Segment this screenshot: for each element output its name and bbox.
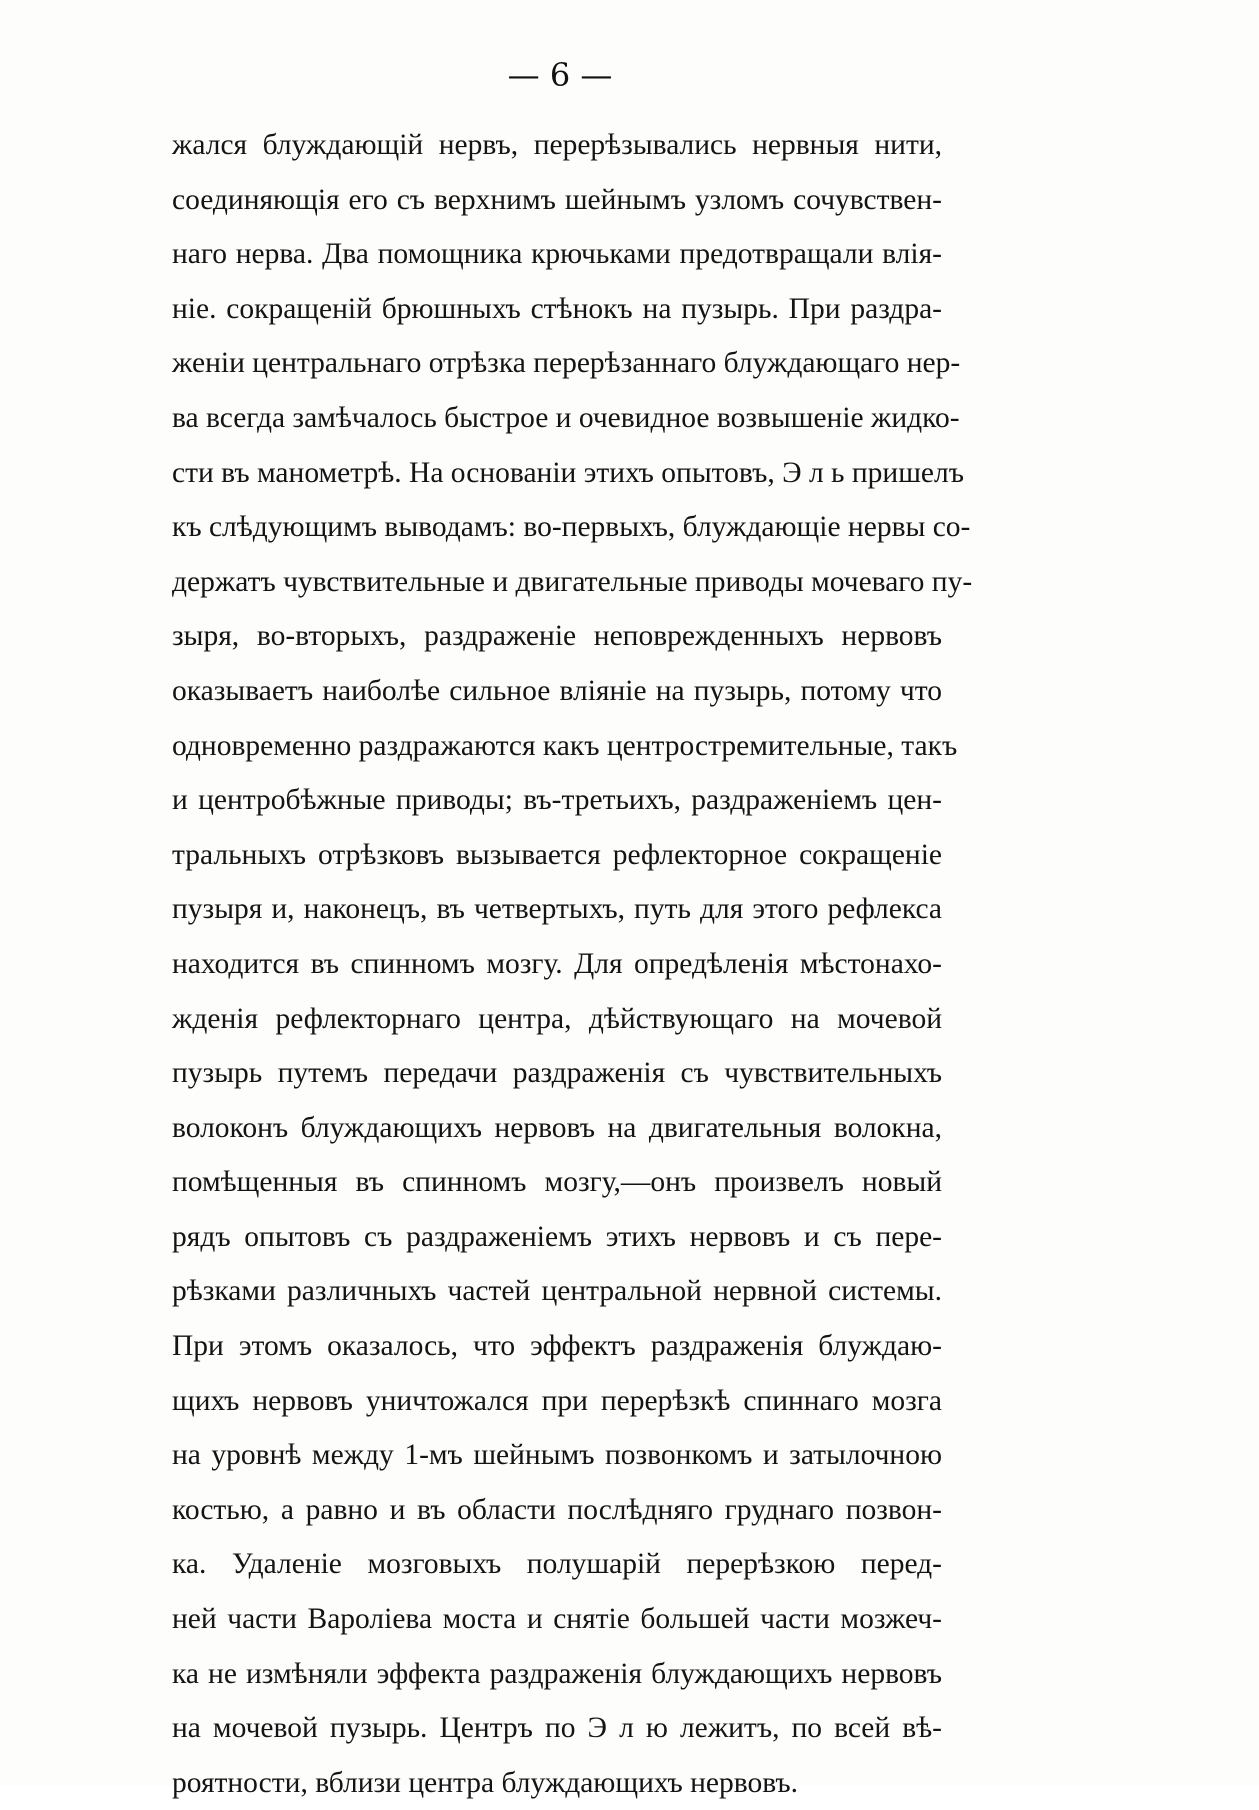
text-line: тральныхъ отрѣзковъ вызывается рефлекторное сокращеніе [172, 838, 942, 871]
text-line: ней части Вароліева моста и снятіе большей части мозжеч- [172, 1603, 942, 1636]
text-line: пузырь путемъ передачи раздраженія съ чувствительныхъ [172, 1057, 942, 1090]
text-line: При этомъ оказалось, что эффектъ раздраженія блуждаю- [172, 1330, 942, 1363]
text-line: ка не измѣняли эффекта раздраженія блуждающихъ нервовъ [172, 1657, 942, 1690]
text-line: соединяющія его съ верхнимъ шейнымъ узломъ сочувствен- [172, 183, 942, 216]
text-line: наго нерва. Два помощника крючьками предотвращали влія- [172, 238, 942, 271]
text-line: пузыря и, наконецъ, въ четвертыхъ, путь для этого рефлекса [172, 893, 942, 926]
text-line: роятности, вблизи центра блуждающихъ нервовъ. [172, 1766, 799, 1799]
text-line: костью, а равно и въ области послѣдняго груднаго позвон- [172, 1493, 942, 1526]
text-line: женіи центральнаго отрѣзка перерѣзаннаго блуждающаго нер- [172, 347, 961, 380]
text-line: помѣщенныя въ спинномъ мозгу,—онъ произвелъ новый [172, 1166, 942, 1199]
text-line: ва всегда замѣчалось быстрое и очевидное возвышеніе жидко- [172, 401, 960, 434]
text-line: щихъ нервовъ уничтожался при перерѣзкѣ спиннаго мозга [172, 1384, 942, 1417]
text-line: жался блуждающій нервъ, перерѣзывались нервныя нити, [172, 129, 942, 161]
text-line: на мочевой пузырь. Центръ по Э л ю лежитъ, по всей вѣ- [172, 1712, 942, 1745]
text-line: ка. Удаленіе мозговыхъ полушарій перерѣзкою перед- [172, 1548, 942, 1581]
text-line: къ слѣдующимъ выводамъ: во-первыхъ, блуждающіе нервы со- [172, 511, 971, 544]
text-line: сти въ манометрѣ. На основаніи этихъ опытовъ, Э л ь пришелъ [172, 456, 964, 489]
text-line: оказываетъ наиболѣе сильное вліяніе на пузырь, потому что [172, 674, 942, 707]
text-line: на уровнѣ между 1-мъ шейнымъ позвонкомъ и затылочною [172, 1439, 942, 1472]
text-line: зыря, во-вторыхъ, раздраженіе неповрежденныхъ нервовъ [172, 620, 942, 653]
text-line: рѣзками различныхъ частей центральной нервной системы. [172, 1275, 942, 1308]
text-line: держатъ чувствительные и двигательные приводы мочеваго пу- [172, 565, 973, 598]
page-number-header: — 6 — [507, 56, 613, 94]
text-line: и центробѣжные приводы; въ-третьихъ, раздраженіемъ цен- [172, 784, 942, 817]
text-line: жденія рефлекторнаго центра, дѣйствующаго на мочевой [172, 1002, 942, 1035]
text-line: одновременно раздражаются какъ центростремительные, такъ [172, 729, 958, 762]
text-line: волоконъ блуждающихъ нервовъ на двигательныя волокна, [172, 1111, 942, 1144]
text-line: находится въ спинномъ мозгу. Для опредѣленія мѣстонахо- [172, 947, 942, 980]
body-text [172, 118, 973, 1810]
text-line: рядъ опытовъ съ раздраженіемъ этихъ нервовъ и съ пере- [172, 1220, 942, 1253]
text-line: ніе. сокращеній брюшныхъ стѣнокъ на пузырь. При раздра- [172, 292, 942, 325]
